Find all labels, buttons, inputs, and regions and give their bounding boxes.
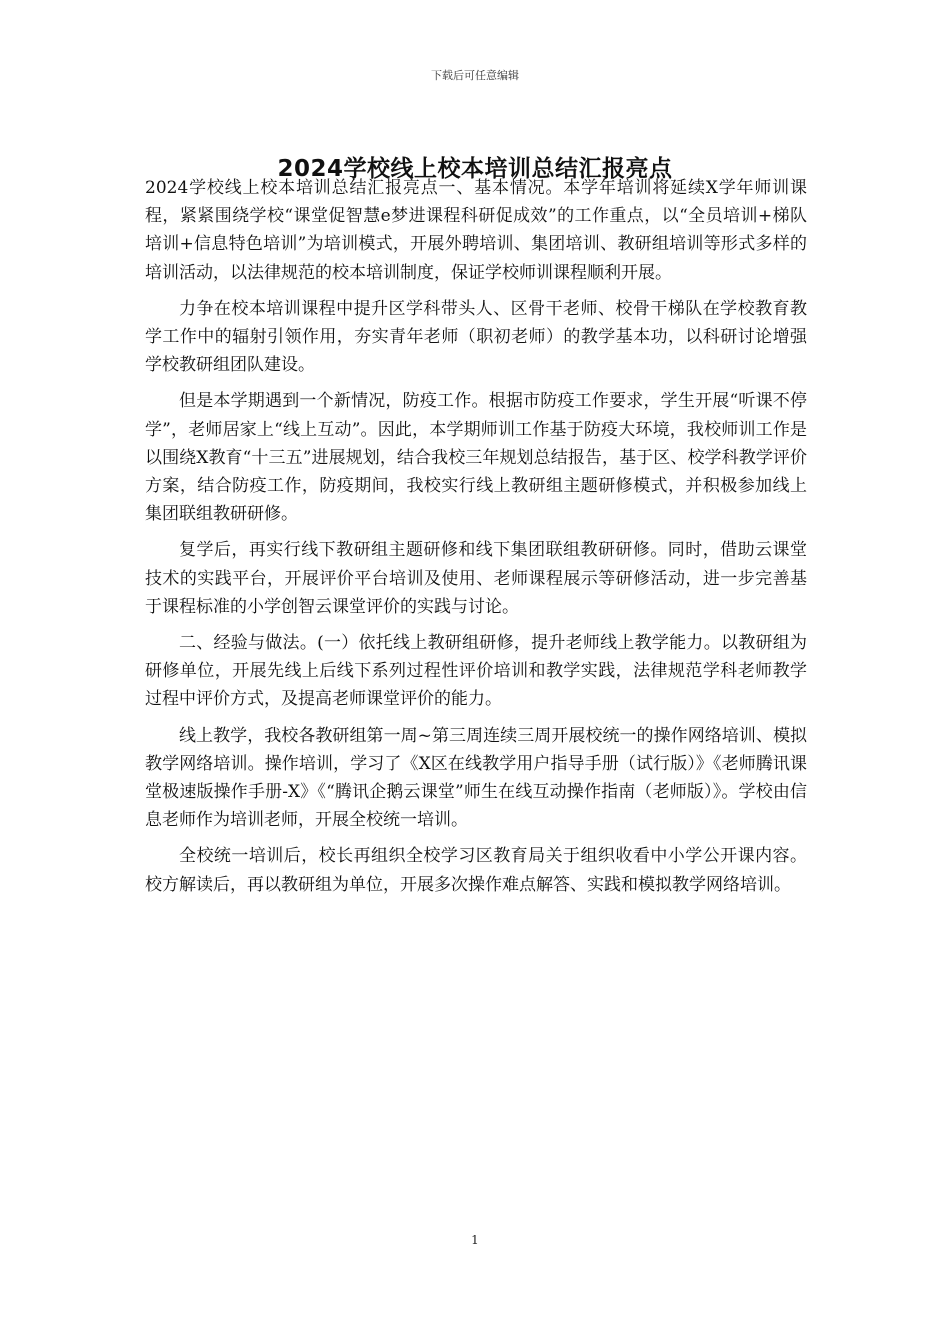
paragraph-6: 线上教学，我校各教研组第一周~第三周连续三周开展校统一的操作网络培训、模拟教学网络培训。操作培训，学习了《X区在线教学用户指导手册（试行版）》《老师腾讯课堂极速版操作手册-X》《“腾讯企鹅云课堂”师生在线互动操作指南（老师版）》。学校由信息老师作为培训老师，开展全校统一培训。	[145, 725, 807, 831]
page-number: 1	[471, 1233, 479, 1247]
paragraph-5: 二、经验与做法。(一）依托线上教研组研修，提升老师线上教学能力。以教研组为研修单位，开展先线上后线下系列过程性评价培训和教学实践，法律规范学科老师教学过程中评价方式，及提高老师课堂评价的能力。	[145, 633, 807, 710]
document-body	[145, 172, 807, 899]
header-note: 下载后可任意编辑	[431, 69, 519, 82]
paragraph-4: 复学后，再实行线下教研组主题研修和线下集团联组教研研修。同时，借助云课堂技术的实践平台，开展评价平台培训及使用、老师课程展示等研修活动，进一步完善基于课程标准的小学创智云课堂评价的实践与讨论。	[145, 540, 807, 617]
paragraph-7: 全校统一培训后，校长再组织全校学习区教育局关于组织收看中小学公开课内容。校方解读后，再以教研组为单位，开展多次操作难点解答、实践和模拟教学网络培训。	[145, 846, 807, 895]
document-title: 2024学校线上校本培训总结汇报亮点	[277, 156, 673, 182]
paragraph-1: 2024学校线上校本培训总结汇报亮点一、基本情况。本学年培训将延续X学年师训课程，紧紧围绕学校“课堂促智慧e梦进课程科研促成效”的工作重点，以“全员培训+梯队培训+信息特色培训”为培训模式，开展外聘培训、集团培训、教研组培训等形式多样的培训活动，以法律规范的校本培训制度，保证学校师训课程顺利开展。	[145, 178, 807, 283]
paragraph-2: 力争在校本培训课程中提升区学科带头人、区骨干老师、校骨干梯队在学校教育教学工作中的辐射引领作用，夯实青年老师（职初老师）的教学基本功，以科研讨论增强学校教研组团队建设。	[145, 298, 807, 376]
paragraph-3: 但是本学期遇到一个新情况，防疫工作。根据市防疫工作要求，学生开展“听课不停学”，老师居家上“线上互动”。因此，本学期师训工作基于防疫大环境，我校师训工作是以围绕X教育“十三五”进展规划，结合我校三年规划总结报告，基于区、校学科教学评价方案，结合防疫工作，防疫期间，我校实行线上教研组主题研修模式，并积极参加线上集团联组教研研修。	[145, 391, 807, 525]
